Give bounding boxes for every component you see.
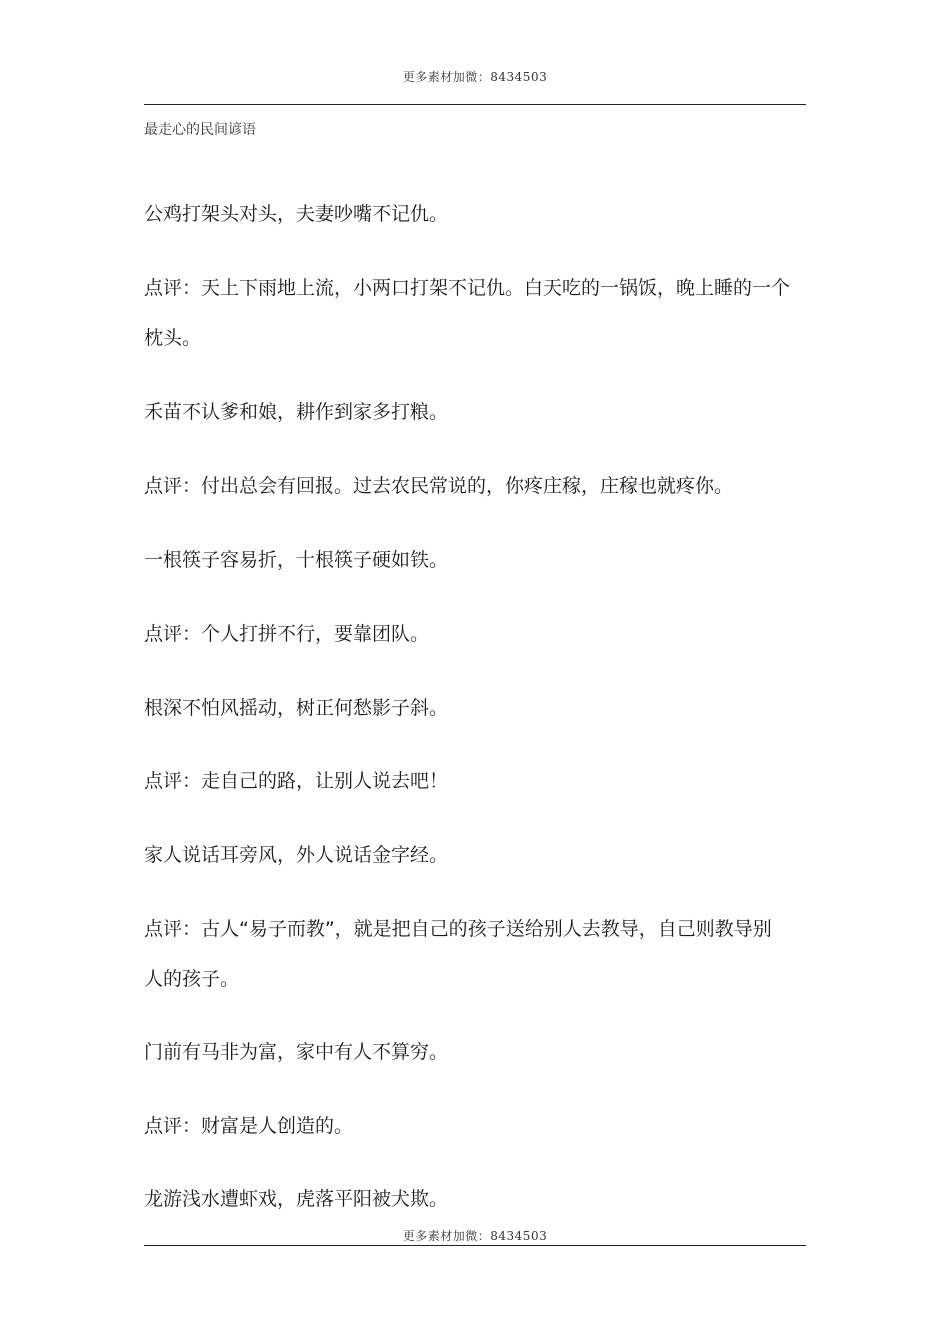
proverb-line: 根深不怕风摇动，树正何愁影子斜。 (144, 697, 449, 719)
proverb-line: 门前有马非为富，家中有人不算穷。 (144, 1041, 449, 1063)
footer-rule (144, 1245, 806, 1246)
page-header-text: 更多素材加微：8434503 (402, 70, 548, 84)
header-rule (144, 104, 806, 105)
page-footer-text: 更多素材加微：8434503 (402, 1229, 548, 1243)
document-title: 最走心的民间谚语 (144, 122, 256, 138)
proverb-line: 一根筷子容易折，十根筷子硬如铁。 (144, 549, 449, 571)
comment-line: 点评：古人“易子而教”，就是把自己的孩子送给别人去教导，自己则教导别 (144, 918, 772, 940)
comment-line: 点评：天上下雨地上流，小两口打架不记仇。白天吃的一锅饭，晚上睡的一个 (144, 277, 791, 299)
proverb-line: 公鸡打架头对头，夫妻吵嘴不记仇。 (144, 203, 449, 225)
comment-line: 点评：付出总会有回报。过去农民常说的，你疼庄稼，庄稼也就疼你。 (144, 475, 734, 497)
comment-line: 点评：走自己的路，让别人说去吧！ (144, 770, 449, 792)
proverb-line: 龙游浅水遭虾戏，虎落平阳被犬欺。 (144, 1188, 449, 1210)
comment-line: 点评：财富是人创造的。 (144, 1115, 354, 1137)
comment-line: 人的孩子。 (144, 968, 240, 990)
comment-line: 枕头。 (144, 327, 202, 349)
comment-line: 点评：个人打拼不行，要靠团队。 (144, 623, 430, 645)
proverb-line: 家人说话耳旁风，外人说话金字经。 (144, 844, 449, 866)
proverb-line: 禾苗不认爹和娘，耕作到家多打粮。 (144, 401, 449, 423)
